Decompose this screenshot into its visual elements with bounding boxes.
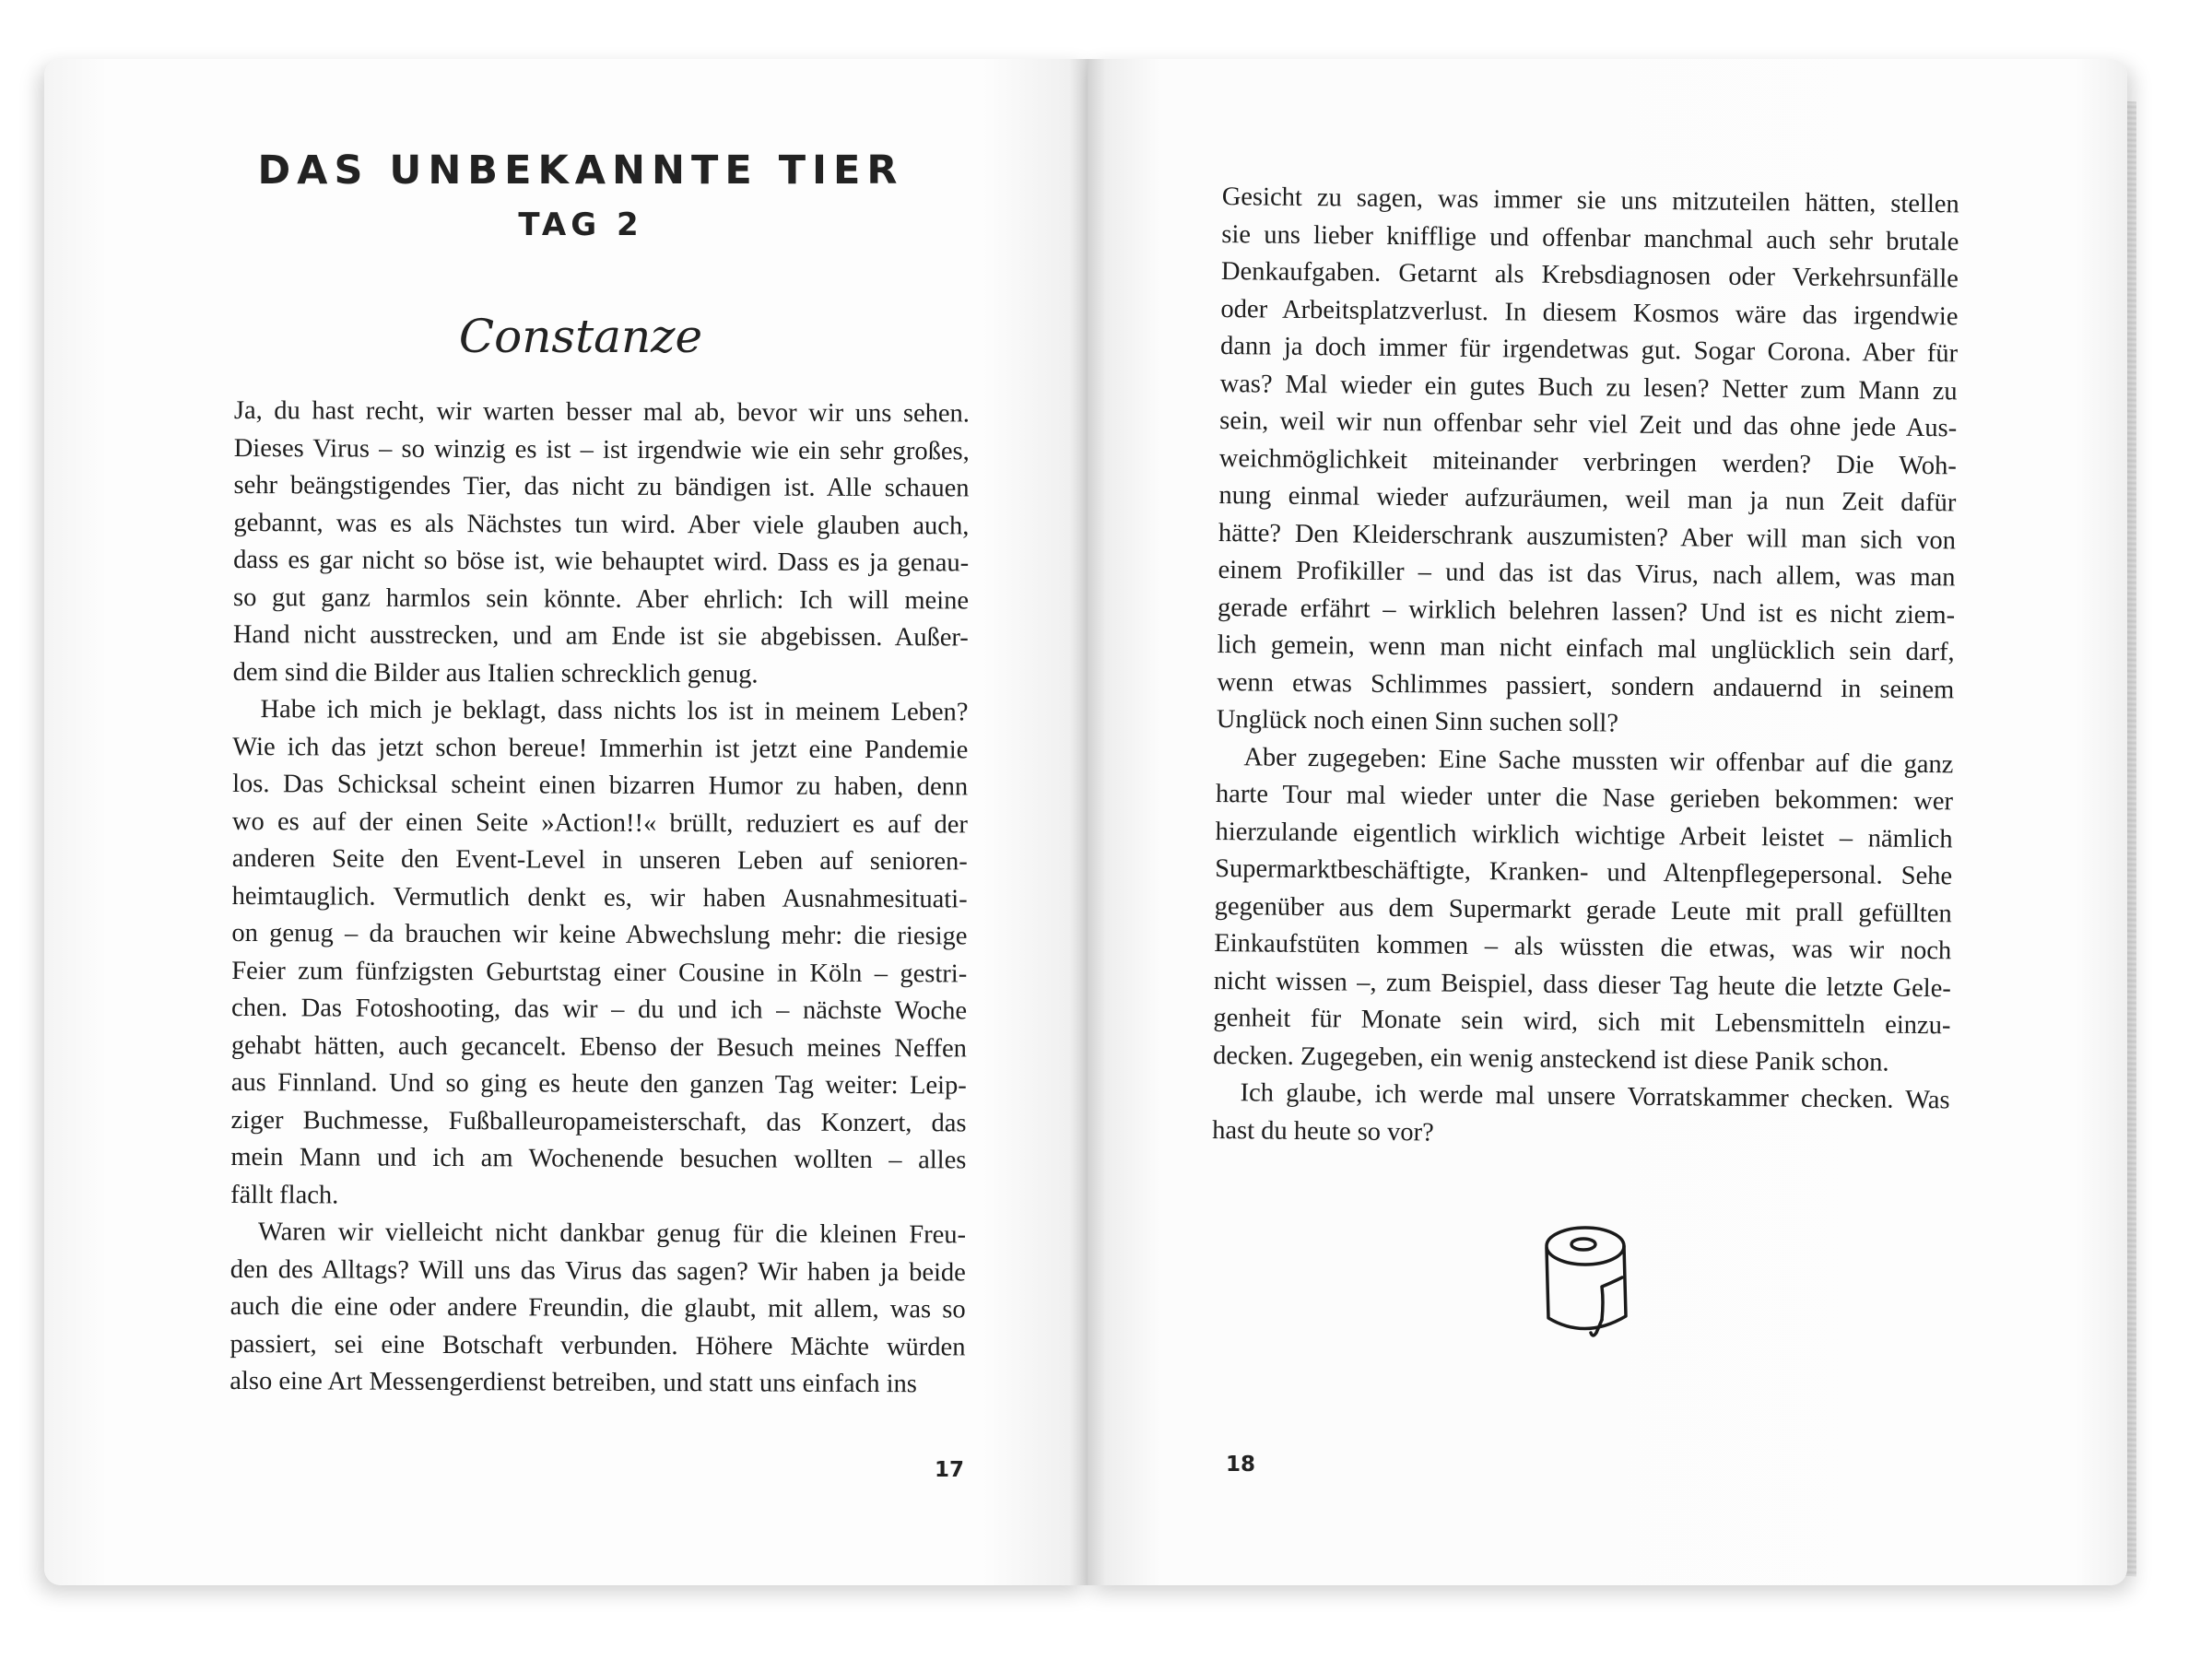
page-number-left: 17 <box>935 1458 965 1482</box>
text-line: Waren wir vielleicht nicht dankbar genug für die kleinen Freu- <box>257 1218 967 1250</box>
text-line: Hand nicht ausstrecken, und am Ende ist sie abgebissen. Außer- <box>232 619 969 653</box>
text-line: oder Arbeitsplatzverlust. In diesem Kosmos wäre das irgendwie <box>1220 294 1959 331</box>
text-line: nicht wissen –, zum Beispiel, dass dieser Tag heute die letzte Gele- <box>1213 966 1952 1003</box>
text-line: so gut ganz harmlos sein könnte. Aber ehrlich: Ich will meine <box>232 582 970 615</box>
chapter-title: DAS UNBEKANNTE TIER <box>257 147 904 194</box>
text-line: Aber zugegeben: Eine Sache mussten wir offenbar auf die ganz <box>1243 742 1954 779</box>
page-number-right: 18 <box>1226 1453 1256 1477</box>
text-line: was? Mal wieder ein gutes Buch zu lesen? Netter zum Mann zu <box>1219 369 1958 406</box>
left-page-body <box>229 393 970 1404</box>
text-line: lich gemein, wenn man nicht einfach mal unglücklich sein darf, <box>1217 630 1955 667</box>
text-line: harte Tour mal wieder unter die Nase gerieben bekommen: wer <box>1215 779 1954 817</box>
text-line: dass es gar nicht so böse ist, wie behauptet wird. Dass es ja genau- <box>233 545 970 578</box>
text-line: Habe ich mich je beklagt, dass nichts los ist in meinem Leben? <box>260 695 969 727</box>
text-line: decken. Zugegeben, ein wenig ansteckend ist diese Panik schon. <box>1212 1041 1889 1077</box>
text-line: passiert, sei eine Botschaft verbunden. Höhere Mächte würden <box>229 1329 966 1361</box>
text-line: Ich glaube, ich werde mal unsere Vorratskammer checken. Was <box>1240 1078 1950 1115</box>
text-line: auch die eine oder andere Freundin, die glaubt, mit allem, was so <box>229 1291 966 1324</box>
text-line: wo es auf der einen Seite »Action!!« brüllt, reduziert es auf der <box>231 806 969 839</box>
text-line: also eine Art Messengerdienst betreiben, und statt uns einfach ins <box>229 1366 917 1399</box>
text-line: los. Das Schicksal scheint einen bizarren Humor zu haben, denn <box>232 769 969 802</box>
text-line: gerade erfährt – wirklich belehren lassen? Und ist es nicht ziem- <box>1217 593 1956 630</box>
text-line: Wie ich das jetzt schon bereue! Immerhin ist jetzt eine Pandemie <box>232 732 969 764</box>
text-line: wenn etwas Schlimmes passiert, sondern andauernd in seinem <box>1217 667 1955 704</box>
text-line: Ja, du hast recht, wir warten besser mal ab, bevor wir uns sehen. <box>233 395 970 429</box>
text-line: sie uns lieber knifflige und offenbar manchmal auch sehr brutale <box>1221 219 1959 256</box>
text-line: Einkaufstüten kommen – als wüssten die etwas, was wir noch <box>1214 928 1952 966</box>
text-line: hierzulande eigentlich wirklich wichtige Arbeit leistet – nämlich <box>1215 817 1953 853</box>
text-line: heimtauglich. Vermutlich denkt es, wir haben Ausnahmesituati- <box>231 881 968 913</box>
text-line: hast du heute so vor? <box>1212 1115 1434 1147</box>
text-line: gegenüber aus dem Supermarkt gerade Leute mit prall gefüllten <box>1214 891 1952 928</box>
book-spine <box>1069 59 1106 1585</box>
text-line: anderen Seite den Event-Level in unseren Leben auf senioren- <box>231 843 968 877</box>
text-line: gebannt, was es als Nächstes tun wird. Aber viele glauben auch, <box>233 508 970 540</box>
text-line: gehabt hätten, auch gecancelt. Ebenso der Besuch meines Neffen <box>230 1030 967 1063</box>
text-line: sehr beängstigendes Tier, das nicht zu bändigen ist. Alle schauen <box>233 470 970 503</box>
text-line: weichmöglichkeit miteinander verbringen werden? Die Woh- <box>1218 443 1957 480</box>
right-page-body <box>1212 179 1959 1157</box>
text-line: Unglück noch einen Sinn suchen soll? <box>1216 704 1619 738</box>
text-line: mein Mann und ich am Wochenende besuchen wollten – alles <box>230 1142 967 1175</box>
text-line: nung einmal wieder aufzuräumen, weil man ja nun Zeit dafür <box>1218 480 1957 518</box>
text-line: Supermarktbeschäftigte, Kranken- und Altenpflegepersonal. Sehe <box>1214 853 1953 891</box>
text-line: Gesicht zu sagen, was immer sie uns mitzuteilen hätten, stellen <box>1221 182 1959 219</box>
text-line: dem sind die Bilder aus Italien schrecklich genug. <box>232 657 759 688</box>
text-line: fällt flach. <box>230 1180 339 1210</box>
text-line: chen. Das Fotoshooting, das wir – du und ich – nächste Woche <box>231 993 968 1026</box>
text-line: on genug – da brauchen wir keine Abwechslung mehr: die riesige <box>231 918 968 951</box>
author-signature: Constanze <box>458 310 703 363</box>
chapter-day: TAG 2 <box>518 206 643 243</box>
text-line: ziger Buchmesse, Fußballeuropameisterschaft, das Konzert, das <box>230 1105 967 1137</box>
text-line: einem Profikiller – und das ist das Virus, nach allem, was man <box>1218 555 1956 593</box>
text-line: dann ja doch immer für irgendetwas gut. Sogar Corona. Aber für <box>1219 331 1959 369</box>
text-line: sein, weil wir nun offenbar sehr viel Zeit und das ohne jede Aus- <box>1219 406 1958 443</box>
text-line: genheit für Monate sein wird, sich mit Lebensmitteln einzu- <box>1213 1003 1951 1041</box>
text-line: Feier zum fünfzigsten Geburtstag einer Cousine in Köln – gestri- <box>231 956 968 988</box>
text-line: aus Finnland. Und so ging es heute den ganzen Tag weiter: Leip- <box>230 1067 967 1100</box>
text-line: Denkaufgaben. Getarnt als Krebsdiagnosen oder Verkehrsunfälle <box>1220 256 1959 294</box>
toilet-paper-roll-icon <box>1537 1218 1648 1347</box>
text-line: Dieses Virus – so winzig es ist – ist irgendwie wie ein sehr großes, <box>233 433 970 465</box>
text-line: hätte? Den Kleiderschrank auszumisten? Aber will man sich von <box>1218 518 1957 555</box>
text-line: den des Alltags? Will uns das Virus das sagen? Wir haben ja beide <box>229 1254 966 1287</box>
